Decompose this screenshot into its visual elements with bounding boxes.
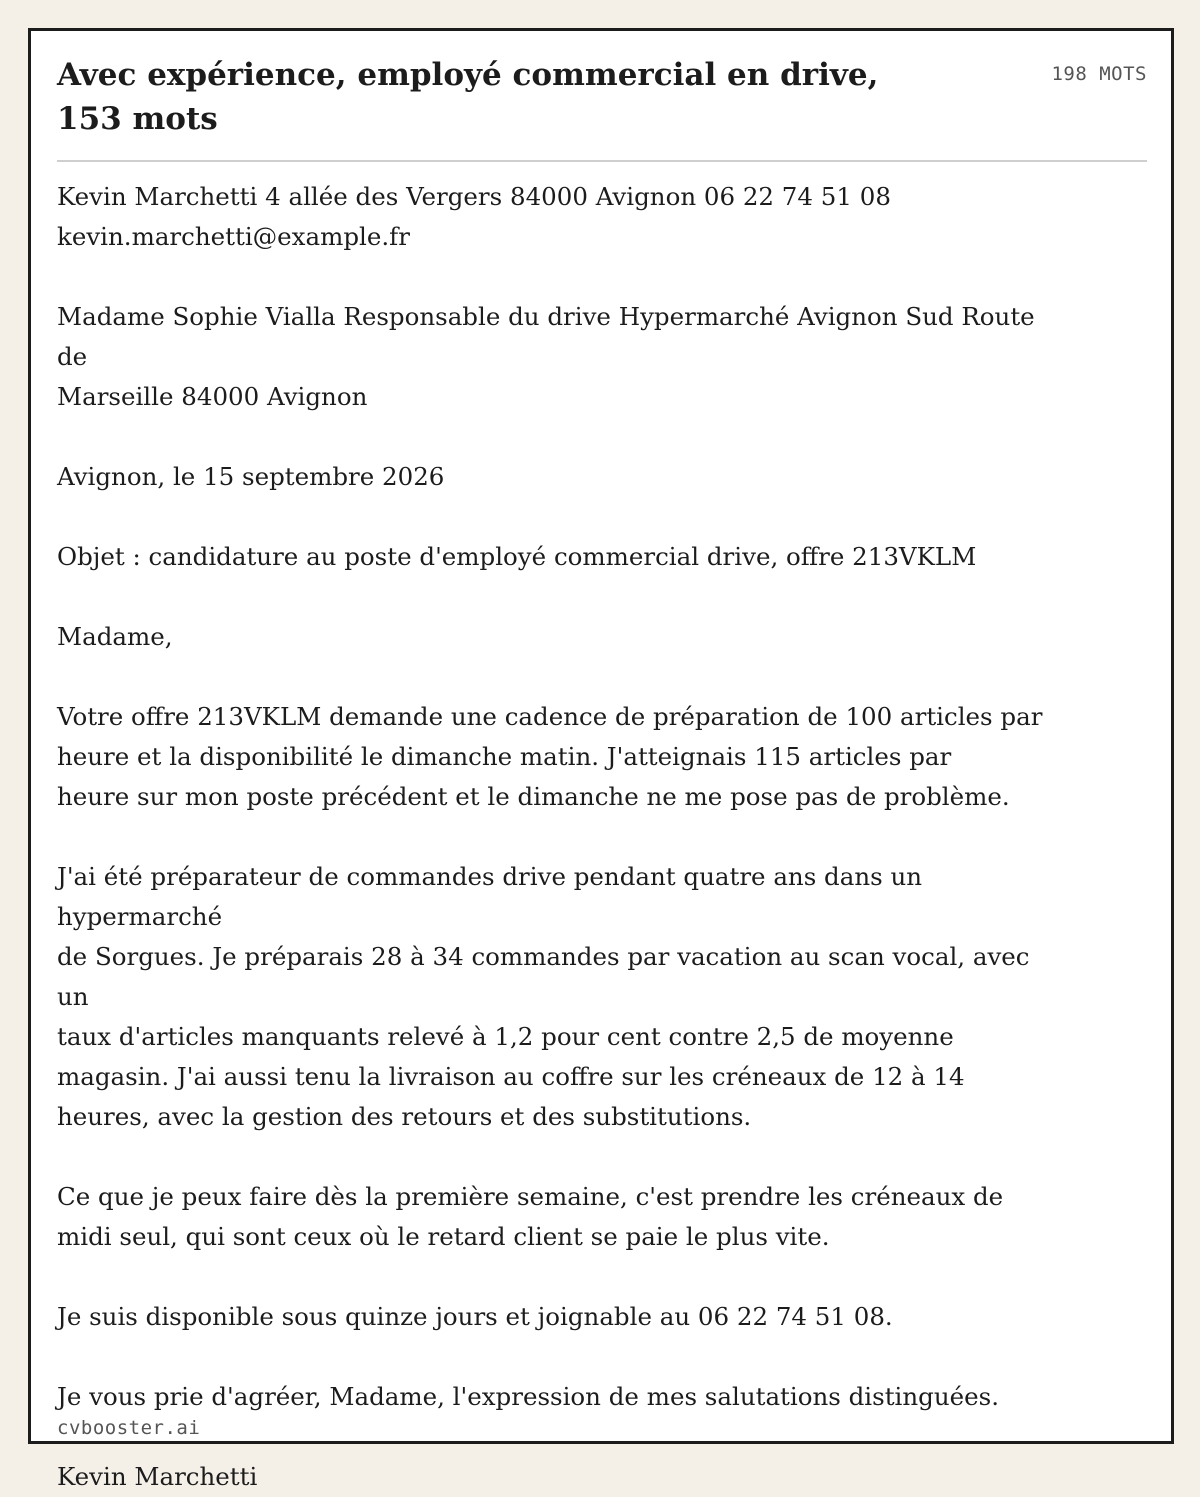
letter-card: [28, 28, 1174, 1491]
sender-block: Kevin Marchetti 4 allée des Vergers 84000 Avignon 06 22 74 51 08 kevin.marchetti@example.fr: [57, 182, 891, 251]
letter-date: Avignon, le 15 septembre 2026: [57, 462, 445, 491]
paragraph-offer: Votre offre 213VKLM demande une cadence de préparation de 100 articles par heure et la disponibilité le dimanche matin. J'atteignais 115 articles par heure sur mon poste précédent et le dimanche ne me pose pas de problème.: [57, 702, 1043, 811]
salutation: Madame,: [57, 622, 173, 651]
brand-footer: cvbooster.ai: [57, 1417, 201, 1439]
letter-body: [57, 177, 1067, 1497]
letter-subject: Objet : candidature au poste d'employé commercial drive, offre 213VKLM: [57, 542, 977, 571]
paragraph-first-week: Ce que je peux faire dès la première semaine, c'est prendre les créneaux de midi seul, qui sont ceux où le retard client se paie le plus vite.: [57, 1182, 1004, 1251]
page-title: Avec expérience, employé commercial en drive, 153 mots: [57, 57, 879, 137]
closing-formula: Je vous prie d'agréer, Madame, l'expression de mes salutations distinguées.: [57, 1382, 999, 1411]
signature: Kevin Marchetti: [57, 1462, 258, 1491]
word-count-badge: 198 MOTS: [1051, 63, 1147, 85]
header-divider: [57, 160, 1147, 162]
recipient-block: Madame Sophie Vialla Responsable du drive Hypermarché Avignon Sud Route de Marseille 84000 Avignon: [57, 302, 1035, 411]
paragraph-availability: Je suis disponible sous quinze jours et joignable au 06 22 74 51 08.: [57, 1302, 893, 1331]
letter-header: [57, 53, 1147, 141]
paragraph-experience: J'ai été préparateur de commandes drive pendant quatre ans dans un hypermarché de Sorgues. Je préparais 28 à 34 commandes par vacation au scan vocal, avec un taux d'articles manquants relevé à 1,2 pour cent contre 2,5 de moyenne magasin. J'ai aussi tenu la livraison au coffre sur les créneaux de 12 à 14 heures, avec la gestion des retours et des substitutions.: [57, 862, 1030, 1131]
